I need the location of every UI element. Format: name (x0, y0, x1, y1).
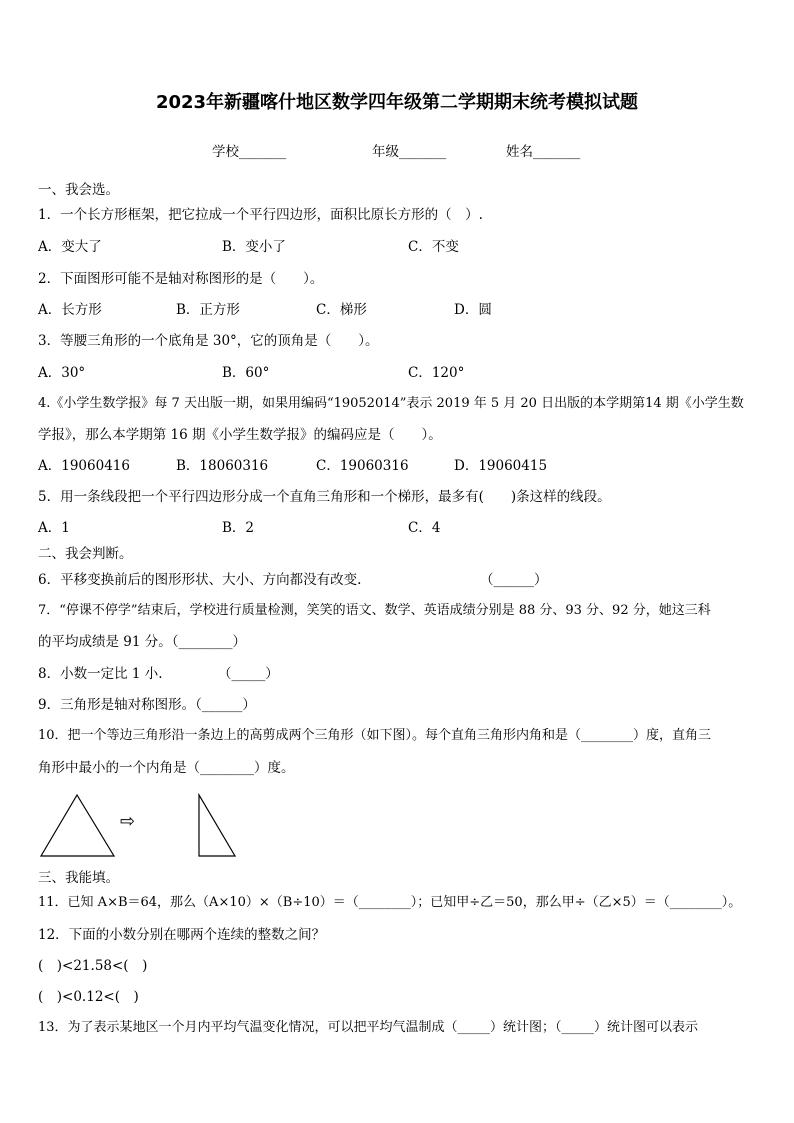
question-12: 12．下面的小数分别在哪两个连续的整数之间？ (38, 927, 326, 943)
q4-option-d: D．19060415 (454, 458, 548, 474)
school-field: 学校_______ (212, 144, 287, 160)
q5-option-c: C．4 (408, 520, 441, 536)
q3-option-a: A．30° (38, 365, 86, 381)
question-11: 11．已知 A×B＝64，那么（A×10）×（B÷10）＝（________）；已知甲÷乙＝50，那么甲÷（乙×5）＝（________）。 (38, 895, 742, 910)
q1-option-a: A．变大了 (38, 239, 102, 255)
question-7-line-1: 7．“停课不停学”结束后，学校进行质量检测，笑笑的语文、数学、英语成绩分别是 88 分、93 分、92 分，她这三科 (38, 603, 711, 618)
question-7-line-2: 的平均成绩是 91 分。（________） (38, 634, 247, 650)
q2-option-c: C．梯形 (316, 302, 367, 318)
question-10-line-1: 10．把一个等边三角形沿一条边上的高剪成两个三角形（如下图）。每个直角三角形内角和是（________）度，直角三 (38, 728, 712, 743)
question-12-item-1: ( )<21.58<( ) (38, 958, 148, 974)
question-2: 2．下面图形可能不是轴对称图形的是（ ）。 (38, 271, 324, 287)
section-heading-judge: 二、我会判断。 (38, 546, 133, 562)
section-heading-fill: 三、我能填。 (38, 870, 119, 886)
question-4-line-2: 学报》，那么本学期第 16 期《小学生数学报》的编码应是（ ）。 (38, 427, 442, 443)
name-field: 姓名_______ (506, 144, 581, 160)
q1-option-c: C．不变 (408, 239, 459, 255)
question-12-item-2: ( )<0.12<( ) (38, 989, 139, 1005)
page-title: 2023年新疆喀什地区数学四年级第二学期期末统考模拟试题 (155, 92, 639, 113)
triangle-cut-figure (36, 790, 246, 860)
q4-option-b: B．18060316 (176, 458, 269, 474)
section-heading-choice: 一、我会选。 (38, 182, 119, 198)
q4-option-a: A．19060416 (38, 458, 130, 474)
q5-option-b: B．2 (222, 520, 255, 536)
q6-answer-blank: （______） (480, 572, 548, 588)
q4-option-c: C．19060316 (316, 458, 409, 474)
question-3: 3．等腰三角形的一个底角是 30°，它的顶角是（ ）。 (38, 333, 379, 349)
q2-option-a: A．长方形 (38, 302, 102, 318)
q8-answer-blank: （_____） (218, 666, 279, 682)
question-4-line-1: 4.《小学生数学报》每 7 天出版一期，如果用编码“19052014”表示 2019 年 5 月 20 日出版的本学期第14 期《小学生数 (38, 396, 744, 411)
transform-arrow-icon: ⇨ (120, 811, 136, 832)
question-6: 6．平移变换前后的图形形状、大小、方向都没有改变. (38, 572, 362, 588)
question-13: 13．为了表示某地区一个月内平均气温变化情况，可以把平均气温制成（_____）统计图；（_____）统计图可以表示 (38, 1020, 699, 1035)
question-8: 8．小数一定比 1 小. (38, 666, 163, 682)
q1-option-b: B．变小了 (222, 239, 286, 255)
q3-option-b: B．60° (222, 365, 270, 381)
equilateral-triangle-shape (41, 795, 114, 856)
grade-field: 年级_______ (372, 144, 447, 160)
q2-option-d: D．圆 (454, 302, 492, 318)
question-1: 1．一个长方形框架，把它拉成一个平行四边形，面积比原长方形的（ ）. (38, 207, 483, 223)
q2-option-b: B．正方形 (176, 302, 240, 318)
q3-option-c: C．120° (408, 365, 465, 381)
right-triangle-shape (199, 795, 235, 856)
question-10-line-2: 角形中最小的一个内角是（________）度。 (38, 760, 295, 776)
q5-option-a: A．1 (38, 520, 70, 536)
question-5: 5．用一条线段把一个平行四边形分成一个直角三角形和一个梯形，最多有( )条这样的线段。 (38, 489, 611, 505)
question-9: 9．三角形是轴对称图形。（______） (38, 697, 256, 713)
